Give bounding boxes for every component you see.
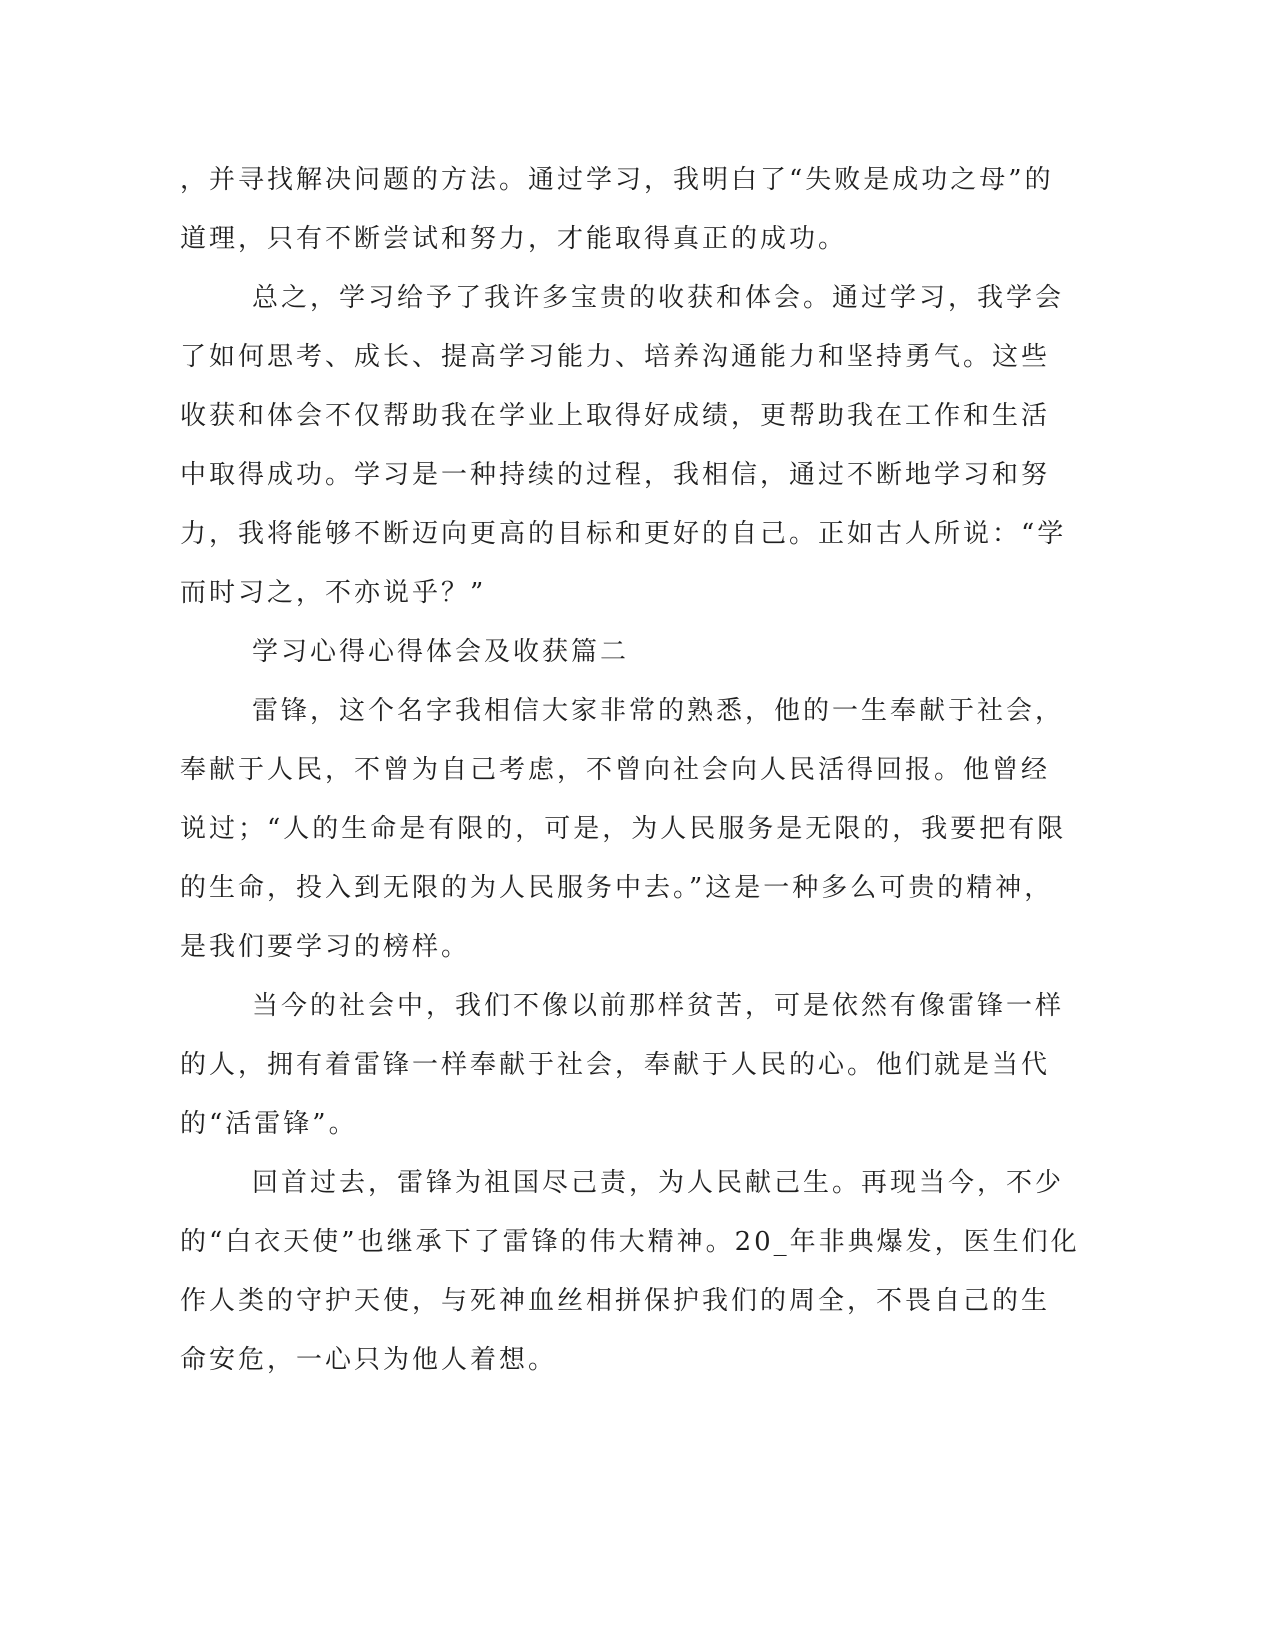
text-line: 道理，只有不断尝试和努力，才能取得真正的成功。 xyxy=(180,224,848,254)
paragraph-first-line: 当今的社会中，我们不像以前那样贫苦，可是依然有像雷锋一样 xyxy=(252,991,1065,1021)
text-line: 的“白衣天使”也继承下了雷锋的伟大精神。20_年非典爆发，医生们化 xyxy=(180,1227,1080,1257)
paragraph-first-line: 回首过去，雷锋为祖国尽己责，为人民献己生。再现当今，不少 xyxy=(252,1168,1065,1198)
text-line: 奉献于人民，不曾为自己考虑，不曾向社会向人民活得回报。他曾经 xyxy=(180,755,1051,785)
text-line: ，并寻找解决问题的方法。通过学习，我明白了“失败是成功之母”的 xyxy=(180,165,1054,195)
text-line: 而时习之，不亦说乎？” xyxy=(180,578,487,608)
text-line: 的人，拥有着雷锋一样奉献于社会，奉献于人民的心。他们就是当代 xyxy=(180,1050,1051,1080)
text-line: 说过；“人的生命是有限的，可是，为人民服务是无限的，我要把有限 xyxy=(180,814,1067,844)
text-line: 作人类的守护天使，与死神血丝相拼保护我们的周全，不畏自己的生 xyxy=(180,1286,1051,1316)
text-line: 命安危，一心只为他人着想。 xyxy=(180,1345,558,1375)
section-heading: 学习心得心得体会及收获篇二 xyxy=(252,637,630,667)
text-line: 了如何思考、成长、提高学习能力、培养沟通能力和坚持勇气。这些 xyxy=(180,342,1051,372)
text-line: 收获和体会不仅帮助我在学业上取得好成绩，更帮助我在工作和生活 xyxy=(180,401,1051,431)
text-line: 的“活雷锋”。 xyxy=(180,1109,358,1139)
paragraph-first-line: 总之，学习给予了我许多宝贵的收获和体会。通过学习，我学会 xyxy=(252,283,1065,313)
text-line: 力，我将能够不断迈向更高的目标和更好的自己。正如古人所说：“学 xyxy=(180,519,1067,549)
paragraph-first-line: 雷锋，这个名字我相信大家非常的熟悉，他的一生奉献于社会， xyxy=(252,696,1065,726)
text-line: 中取得成功。学习是一种持续的过程，我相信，通过不断地学习和努 xyxy=(180,460,1051,490)
text-line: 是我们要学习的榜样。 xyxy=(180,932,471,962)
text-line: 的生命，投入到无限的为人民服务中去。”这是一种多么可贵的精神， xyxy=(180,873,1054,903)
